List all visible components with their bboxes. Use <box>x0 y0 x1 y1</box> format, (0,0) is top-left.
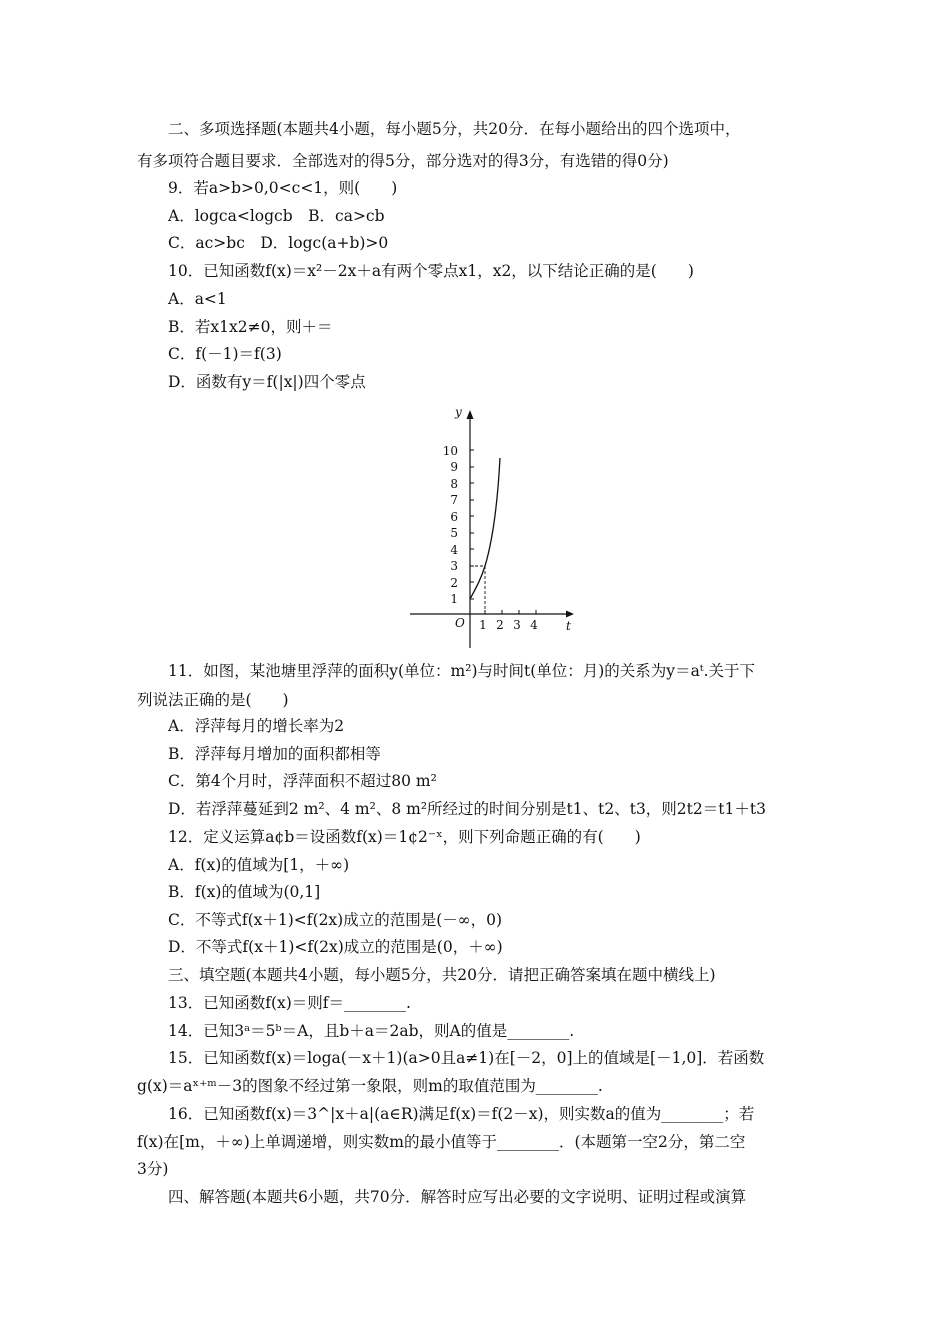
y-tick-6: 6 <box>450 510 458 524</box>
question-10: 10．已知函数f(x)＝x²－2x＋a有两个零点x1，x2，以下结论正确的是( ) <box>168 262 694 280</box>
y-tick-1: 1 <box>450 592 458 606</box>
section-3-heading: 三、填空题(本题共4小题，每小题5分，共20分．请把正确答案填在题中横线上) <box>168 966 716 984</box>
question-16-cont: f(x)在[m，＋∞)上单调递增，则实数m的最小值等于________．(本题第一空2分，第二空 <box>137 1133 746 1151</box>
q10-option-c: C．f(－1)＝f(3) <box>168 345 282 363</box>
growth-graph <box>400 402 580 650</box>
y-tick-2: 2 <box>450 576 458 590</box>
y-tick-10: 10 <box>442 444 458 458</box>
question-16-cont-2: 3分) <box>137 1160 169 1178</box>
q10-option-a: A．a<1 <box>168 290 227 308</box>
x-tick-3: 3 <box>513 618 521 632</box>
question-11-cont: 列说法正确的是( ) <box>137 691 289 709</box>
question-16: 16．已知函数f(x)＝3^|x＋a|(a∈R)满足f(x)＝f(2－x)，则实数a的值为________；若 <box>168 1105 755 1123</box>
origin-label: O <box>455 616 465 630</box>
x-tick-1: 1 <box>479 618 487 632</box>
question-13: 13．已知函数f(x)＝则f＝________. <box>168 994 411 1012</box>
y-axis-arrow <box>467 410 474 419</box>
section-2-heading-cont: 有多项符合题目要求．全部选对的得5分，部分选对的得3分，有选错的得0分) <box>137 152 669 170</box>
question-9: 9．若a>b>0,0<c<1，则( ) <box>168 179 398 197</box>
section-2-heading: 二、多项选择题(本题共4小题，每小题5分，共20分．在每小题给出的四个选项中， <box>168 120 741 138</box>
q9-options-ab: A．logca<logcb B．ca>cb <box>168 207 385 225</box>
y-tick-9: 9 <box>450 460 458 474</box>
y-tick-3: 3 <box>450 559 458 573</box>
q11-option-b: B．浮萍每月增加的面积都相等 <box>168 745 381 763</box>
q12-option-a: A．f(x)的值域为[1，＋∞) <box>168 856 350 874</box>
q12-option-b: B．f(x)的值域为(0,1] <box>168 883 321 901</box>
q11-option-d: D．若浮萍蔓延到2 m²、4 m²、8 m²所经过的时间分别是t1、t2、t3，则2t2＝t1＋t3 <box>168 800 766 818</box>
q9-options-cd: C．ac>bc D．logc(a+b)>0 <box>168 234 389 252</box>
y-tick-8: 8 <box>450 477 458 491</box>
question-15-cont: g(x)＝aˣ⁺ᵐ－3的图象不经过第一象限，则m的取值范围为________. <box>137 1077 603 1095</box>
q11-option-c: C．第4个月时，浮萍面积不超过80 m² <box>168 772 437 790</box>
q10-option-b: B．若x1x2≠0，则＋＝ <box>168 318 333 336</box>
q10-option-d: D．函数有y＝f(|x|)四个零点 <box>168 373 366 391</box>
y-tick-5: 5 <box>450 526 458 540</box>
y-tick-marks <box>470 450 474 599</box>
x-tick-4: 4 <box>530 618 538 632</box>
q11-option-a: A．浮萍每月的增长率为2 <box>168 717 345 735</box>
x-tick-2: 2 <box>496 618 504 632</box>
y-tick-labels <box>443 444 459 606</box>
y-axis-label: y <box>455 405 462 419</box>
question-12: 12．定义运算a¢b＝设函数f(x)＝1¢2⁻ˣ，则下列命题正确的有( ) <box>168 828 641 846</box>
x-tick-labels <box>479 618 538 632</box>
q12-option-c: C．不等式f(x＋1)<f(2x)成立的范围是(－∞，0) <box>168 911 503 929</box>
y-tick-7: 7 <box>450 493 458 507</box>
t-axis-arrow <box>566 611 574 618</box>
q12-option-d: D．不等式f(x＋1)<f(2x)成立的范围是(0，＋∞) <box>168 938 503 956</box>
question-14: 14．已知3ᵃ＝5ᵇ＝A，且b＋a＝2ab，则A的值是________. <box>168 1022 575 1040</box>
question-15: 15．已知函数f(x)＝loga(－x＋1)(a>0且a≠1)在[－2，0]上的值域是[－1,0]．若函数 <box>168 1049 765 1067</box>
question-11: 11．如图，某池塘里浮萍的面积y(单位：m²)与时间t(单位：月)的关系为y＝aᵗ.关于下 <box>168 662 756 680</box>
section-4-heading: 四、解答题(本题共6小题，共70分．解答时应写出必要的文字说明、证明过程或演算 <box>168 1188 747 1206</box>
y-tick-4: 4 <box>450 543 458 557</box>
t-axis-label: t <box>566 619 571 633</box>
